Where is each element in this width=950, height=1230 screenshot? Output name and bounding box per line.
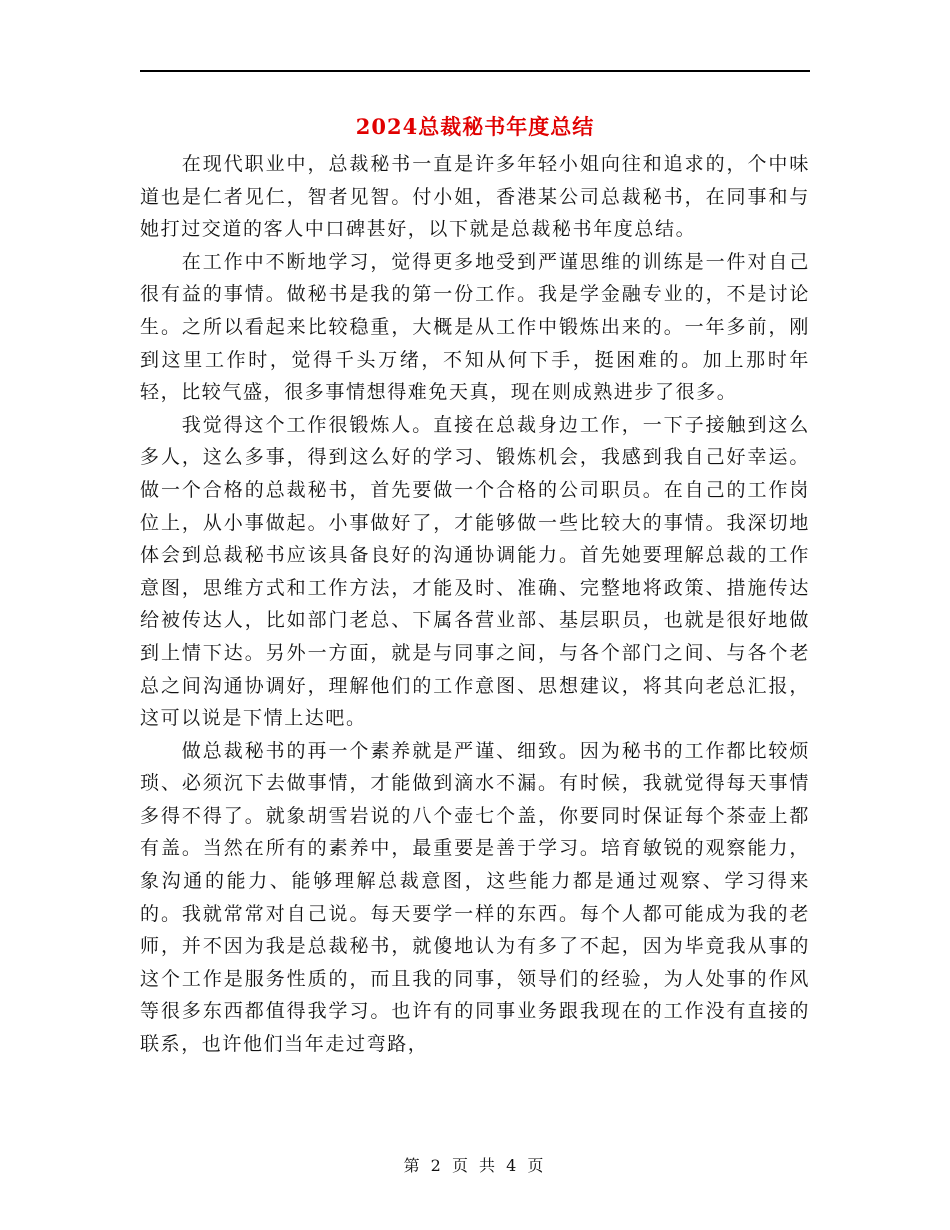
page-number-footer: 第 2 页 共 4 页 (403, 1156, 547, 1175)
paragraph: 在现代职业中，总裁秘书一直是许多年轻小姐向往和追求的，个中味道也是仁者见仁，智者见智。付小姐，香港某公司总裁秘书，在同事和与她打过交道的客人中口碑甚好，以下就是总裁秘书年度总结。 (140, 153, 810, 241)
header-rule (140, 70, 810, 72)
paragraph: 做总裁秘书的再一个素养就是严谨、细致。因为秘书的工作都比较烦琐、必须沉下去做事情，才能做到滴水不漏。有时候，我就觉得每天事情多得不得了。就象胡雪岩说的八个壶七个盖，你要同时保证每个茶壶上都有盖。当然在所有的素养中，最重要是善于学习。培育敏锐的观察能力，象沟通的能力、能够理解总裁意图，这些能力都是通过观察、学习得来的。我就常常对自己说。每天要学一样的东西。每个人都可能成为我的老师，并不因为我是总裁秘书，就傻地认为有多了不起，因为毕竟我从事的这个工作是服务性质的，而且我的同事，领导们的经验，为人处事的作风等很多东西都值得我学习。也许有的同事业务跟我现在的工作没有直接的联系，也许他们当年走过弯路， (140, 739, 810, 1056)
paragraph: 我觉得这个工作很锻炼人。直接在总裁身边工作，一下子接触到这么多人，这么多事，得到这么好的学习、锻炼机会，我感到我自己好幸运。做一个合格的总裁秘书，首先要做一个合格的公司职员。在自己的工作岗位上，从小事做起。小事做好了，才能够做一些比较大的事情。我深切地体会到总裁秘书应该具备良好的沟通协调能力。首先她要理解总裁的工作意图，思维方式和工作方法，才能及时、准确、完整地将政策、措施传达给被传达人，比如部门老总、下属各营业部、基层职员，也就是很好地做到上情下达。另外一方面，就是与同事之间，与各个部门之间、与各个老总之间沟通协调好，理解他们的工作意图、思想建议，将其向老总汇报，这可以说是下情上达吧。 (140, 413, 810, 730)
document-title: 2024总裁秘书年度总结 (355, 114, 595, 139)
paragraph: 在工作中不断地学习，觉得更多地受到严谨思维的训练是一件对自己很有益的事情。做秘书是我的第一份工作。我是学金融专业的，不是讨论生。之所以看起来比较稳重，大概是从工作中锻炼出来的。一年多前，刚到这里工作时，觉得千头万绪，不知从何下手，挺困难的。加上那时年轻，比较气盛，很多事情想得难免天真，现在则成熟进步了很多。 (140, 250, 810, 404)
document-body (140, 148, 810, 1061)
